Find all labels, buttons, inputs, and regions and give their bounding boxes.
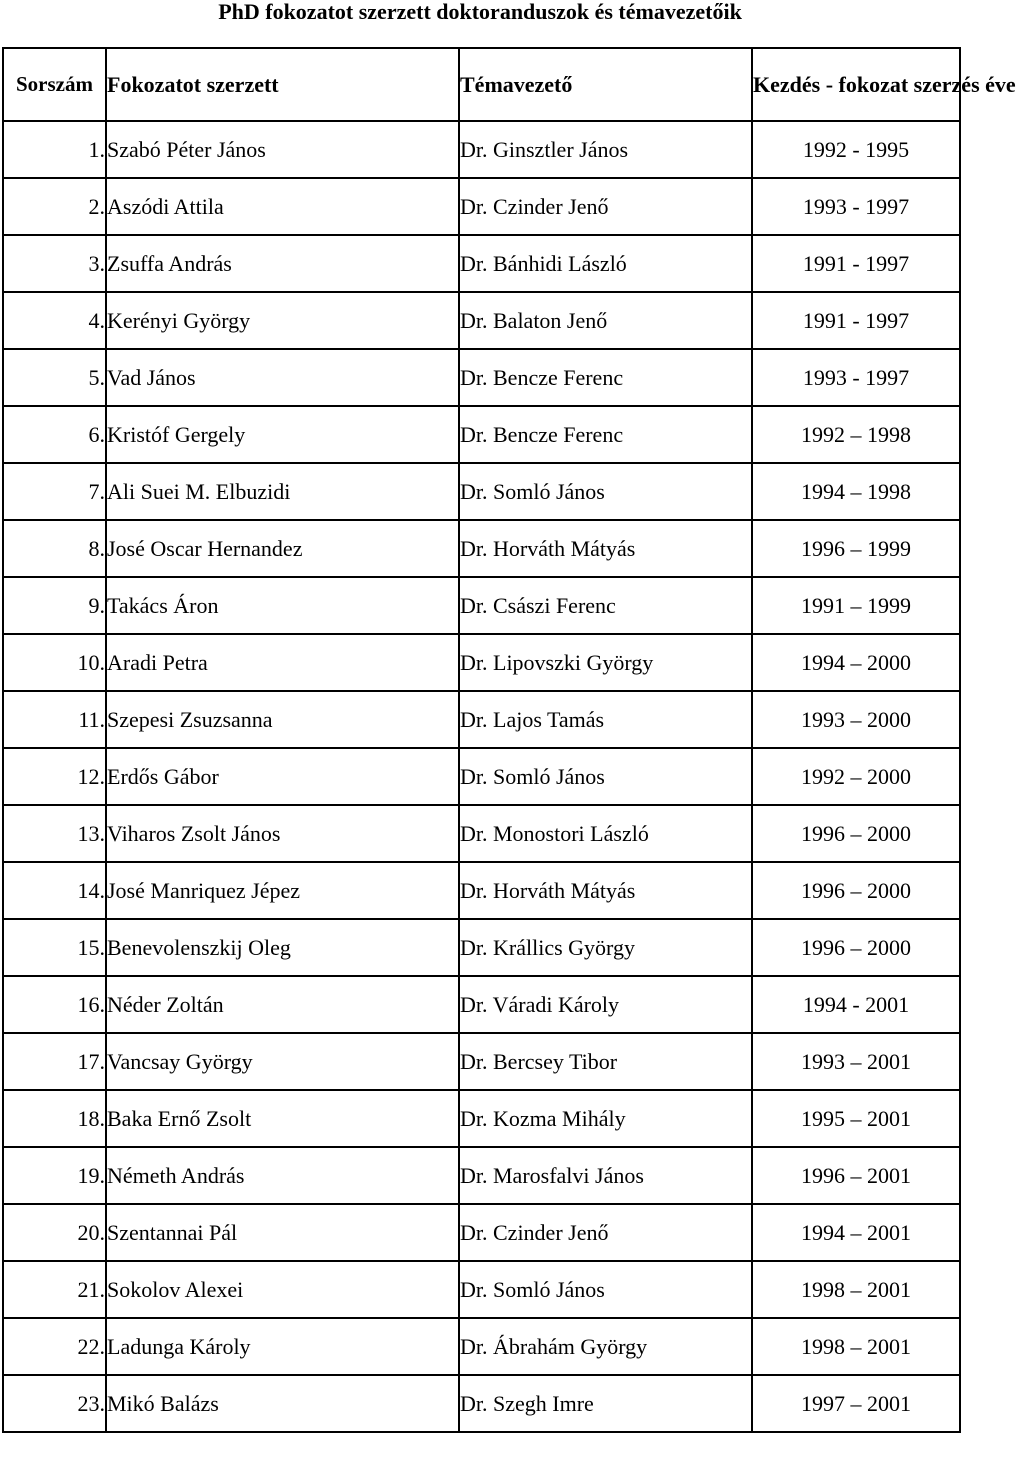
advisor-name: Dr. Horváth Mátyás (459, 862, 752, 919)
advisor-name: Dr. Krállics György (459, 919, 752, 976)
graduate-name: Aszódi Attila (106, 178, 459, 235)
advisor-name: Dr. Horváth Mátyás (459, 520, 752, 577)
advisor-name: Dr. Ábrahám György (459, 1318, 752, 1375)
table-row (3, 805, 960, 862)
graduate-name: Sokolov Alexei (106, 1261, 459, 1318)
graduate-name: Benevolenszkij Oleg (106, 919, 459, 976)
row-number: 10. (3, 634, 106, 691)
row-number: 13. (3, 805, 106, 862)
graduate-name: Szentannai Pál (106, 1204, 459, 1261)
row-number: 4. (3, 292, 106, 349)
year-range: 1996 – 2000 (752, 919, 960, 976)
row-number: 17. (3, 1033, 106, 1090)
advisor-name: Dr. Bánhidi László (459, 235, 752, 292)
year-range: 1993 - 1997 (752, 178, 960, 235)
graduate-name: Néder Zoltán (106, 976, 459, 1033)
table-row (3, 1204, 960, 1261)
graduate-name: Baka Ernő Zsolt (106, 1090, 459, 1147)
row-number: 8. (3, 520, 106, 577)
table-row (3, 748, 960, 805)
table-row (3, 121, 960, 178)
graduate-name: Ali Suei M. Elbuzidi (106, 463, 459, 520)
row-number: 14. (3, 862, 106, 919)
advisor-name: Dr. Czinder Jenő (459, 178, 752, 235)
advisor-name: Dr. Somló János (459, 1261, 752, 1318)
year-range: 1993 - 1997 (752, 349, 960, 406)
page-title: PhD fokozatot szerzett doktoranduszok és témavezetőik (218, 0, 742, 24)
advisor-name: Dr. Somló János (459, 748, 752, 805)
table-body (3, 121, 960, 1432)
graduate-name: Vad János (106, 349, 459, 406)
graduate-name: Erdős Gábor (106, 748, 459, 805)
table-row (3, 1090, 960, 1147)
row-number: 7. (3, 463, 106, 520)
table-row (3, 919, 960, 976)
advisor-name: Dr. Somló János (459, 463, 752, 520)
advisor-name: Dr. Balaton Jenő (459, 292, 752, 349)
year-range: 1996 – 1999 (752, 520, 960, 577)
advisor-name: Dr. Marosfalvi János (459, 1147, 752, 1204)
advisor-name: Dr. Czinder Jenő (459, 1204, 752, 1261)
table-row (3, 235, 960, 292)
advisor-name: Dr. Váradi Károly (459, 976, 752, 1033)
advisor-name: Dr. Bencze Ferenc (459, 406, 752, 463)
year-range: 1998 – 2001 (752, 1261, 960, 1318)
advisor-name: Dr. Monostori László (459, 805, 752, 862)
year-range: 1994 – 2001 (752, 1204, 960, 1261)
year-range: 1996 – 2000 (752, 805, 960, 862)
advisor-name: Dr. Kozma Mihály (459, 1090, 752, 1147)
table-row (3, 406, 960, 463)
table-row (3, 634, 960, 691)
row-number: 18. (3, 1090, 106, 1147)
table-row (3, 1318, 960, 1375)
table-row (3, 1147, 960, 1204)
header-years: Kezdés - fokozat szerzés éve (752, 48, 960, 121)
row-number: 12. (3, 748, 106, 805)
table-header-row (3, 48, 960, 121)
graduate-name: Mikó Balázs (106, 1375, 459, 1432)
year-range: 1996 – 2000 (752, 862, 960, 919)
graduate-name: Ladunga Károly (106, 1318, 459, 1375)
graduate-name: José Oscar Hernandez (106, 520, 459, 577)
year-range: 1991 - 1997 (752, 292, 960, 349)
table-row (3, 1033, 960, 1090)
table-row (3, 349, 960, 406)
table-row (3, 463, 960, 520)
table-row (3, 1375, 960, 1432)
header-advisor: Témavezető (459, 48, 752, 121)
row-number: 15. (3, 919, 106, 976)
phd-table (2, 47, 1016, 1433)
advisor-name: Dr. Bencze Ferenc (459, 349, 752, 406)
graduate-name: Vancsay György (106, 1033, 459, 1090)
row-number: 5. (3, 349, 106, 406)
table-row (3, 577, 960, 634)
header-number: Sorszám (3, 48, 106, 121)
year-range: 1994 – 2000 (752, 634, 960, 691)
advisor-name: Dr. Bercsey Tibor (459, 1033, 752, 1090)
year-range: 1994 - 2001 (752, 976, 960, 1033)
row-number: 16. (3, 976, 106, 1033)
row-number: 9. (3, 577, 106, 634)
graduate-name: Takács Áron (106, 577, 459, 634)
row-number: 6. (3, 406, 106, 463)
row-number: 3. (3, 235, 106, 292)
graduate-name: Viharos Zsolt János (106, 805, 459, 862)
graduate-name: Kerényi György (106, 292, 459, 349)
graduate-name: Szepesi Zsuzsanna (106, 691, 459, 748)
advisor-name: Dr. Szegh Imre (459, 1375, 752, 1432)
row-number: 20. (3, 1204, 106, 1261)
graduate-name: Németh András (106, 1147, 459, 1204)
graduate-name: Zsuffa András (106, 235, 459, 292)
table-row (3, 178, 960, 235)
table-row (3, 976, 960, 1033)
year-range: 1996 – 2001 (752, 1147, 960, 1204)
row-number: 1. (3, 121, 106, 178)
graduate-name: José Manriquez Jépez (106, 862, 459, 919)
year-range: 1997 – 2001 (752, 1375, 960, 1432)
table-row (3, 520, 960, 577)
year-range: 1993 – 2000 (752, 691, 960, 748)
row-number: 22. (3, 1318, 106, 1375)
year-range: 1993 – 2001 (752, 1033, 960, 1090)
table-row (3, 862, 960, 919)
graduate-name: Aradi Petra (106, 634, 459, 691)
year-range: 1992 – 1998 (752, 406, 960, 463)
year-range: 1998 – 2001 (752, 1318, 960, 1375)
advisor-name: Dr. Lipovszki György (459, 634, 752, 691)
advisor-name: Dr. Lajos Tamás (459, 691, 752, 748)
table-row (3, 292, 960, 349)
graduate-name: Kristóf Gergely (106, 406, 459, 463)
row-number: 23. (3, 1375, 106, 1432)
row-number: 11. (3, 691, 106, 748)
year-range: 1991 – 1999 (752, 577, 960, 634)
row-number: 21. (3, 1261, 106, 1318)
year-range: 1994 – 1998 (752, 463, 960, 520)
row-number: 19. (3, 1147, 106, 1204)
year-range: 1995 – 2001 (752, 1090, 960, 1147)
table-row (3, 1261, 960, 1318)
year-range: 1991 - 1997 (752, 235, 960, 292)
table-row (3, 691, 960, 748)
header-graduate: Fokozatot szerzett (106, 48, 459, 121)
advisor-name: Dr. Császi Ferenc (459, 577, 752, 634)
graduate-name: Szabó Péter János (106, 121, 459, 178)
advisor-name: Dr. Ginsztler János (459, 121, 752, 178)
year-range: 1992 - 1995 (752, 121, 960, 178)
row-number: 2. (3, 178, 106, 235)
year-range: 1992 – 2000 (752, 748, 960, 805)
